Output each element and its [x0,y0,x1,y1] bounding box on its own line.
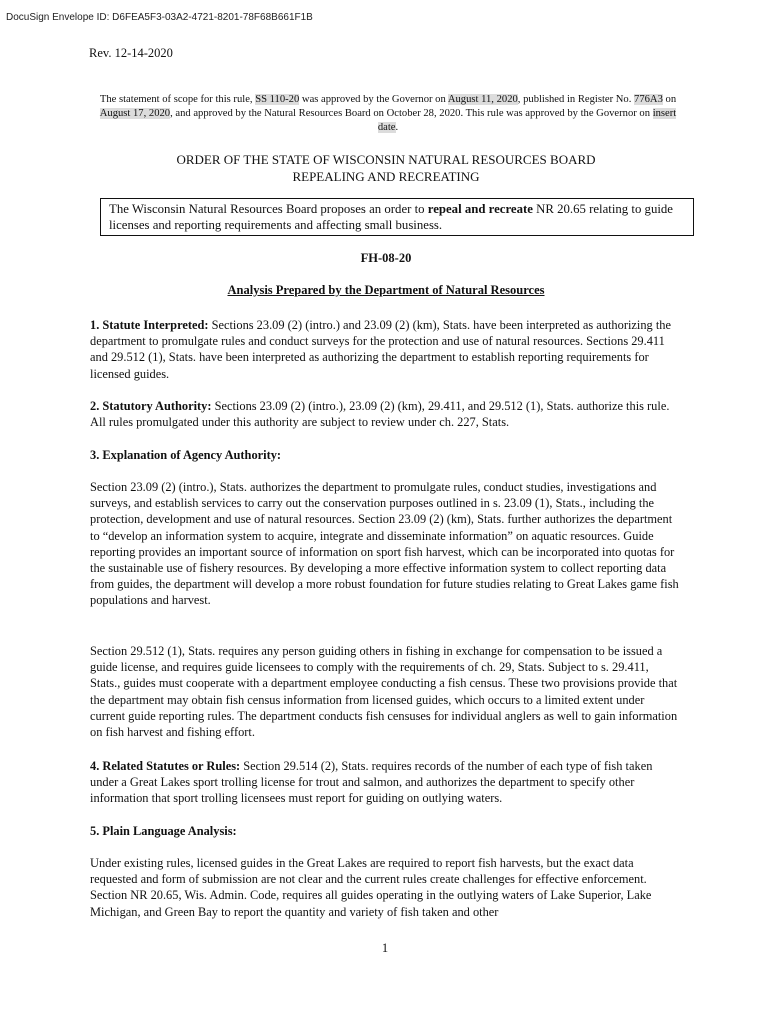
order-title-line-1: ORDER OF THE STATE OF WISCONSIN NATURAL RESOURCES BOARD [176,152,596,167]
proposal-text-bold: repeal and recreate [427,202,533,216]
docusign-envelope-id: DocuSign Envelope ID: D6FEA5F3-03A2-4721-8201-78F68B661F1B [6,12,313,23]
proposal-text-pre: The Wisconsin Natural Resources Board proposes an order to [109,202,428,216]
proposal-box [100,198,694,236]
section-plain-language-para-1: Under existing rules, licensed guides in the Great Lakes are required to report fish harvests, but the exact data requested and form of submission are not clear and the current rules create challenges for effective enforcement. Section NR 20.65, Wis. Admin. Code, requires all guides operating in the outlying waters of Lake Superior, Lake Michigan, and Green Bay to report the quantity and variety of fish taken and other [90,856,652,919]
order-title [90,151,682,185]
scope-statement [92,93,684,135]
document-id: FH-08-20 [360,251,412,265]
section-text: Sections 23.09 (2) (intro.), 23.09 (2) (km), 29.411, and 29.512 (1), Stats. authorize this rule. All rules promulgated under this authority are subject to review under ch. 227, Stats. [90,399,670,430]
section-heading: 5. Plain Language Analysis: [90,824,237,838]
page-number: 1 [381,941,389,955]
section-plain-language-heading [90,823,682,839]
section-related-statutes [90,758,682,807]
order-title-line-2: REPEALING AND RECREATING [292,169,480,184]
scope-highlight-ss: SS 110-20 [255,94,300,105]
section-heading: 1. Statute Interpreted: [90,318,209,332]
scope-highlight-published-date: August 17, 2020 [99,108,171,119]
section-agency-authority-para-2: Section 29.512 (1), Stats. requires any person guiding others in fishing in exchange for compensation to be issued a guide license, and requires guide licensees to comply with the requirements of ch. 29, Stats. Subject to s. 29.411, Stats., guides must cooperate with a department employee conducting a fish census. These two provisions provide that the department may obtain fish census information from licensed guides, which occurs to a limited extent under current guide reporting rules. The department conducts fish censuses for individual anglers as well to gain information on fish harvest and fishing effort. [90,644,678,740]
analysis-title: Analysis Prepared by the Department of Natural Resources [227,283,545,297]
scope-text-2: was approved by the Governor on [299,94,448,105]
proposal-text-post: NR 20.65 relating to guide licenses and reporting requirements and affecting small business. [109,202,673,232]
revision-date: Rev. 12-14-2020 [89,46,173,60]
scope-text-5: , and approved by the Natural Resources Board on October 28, 2020. This rule was approved by the Governor on [170,108,653,119]
scope-highlight-register: 776A3 [634,94,663,105]
section-agency-authority-para-1: Section 23.09 (2) (intro.), Stats. authorizes the department to promulgate rules, conduct studies, investigations and surveys, and establish services to carry out the conservation purposes outlined in s. 23.09 (1), Stats., including the protection, development and use of natural resources. Section 23.09 (2) (km), Stats. further authorizes the department to “develop an information system to acquire, integrate and disseminate information” on aquatic resources. Guide reporting provides an important source of information on sport fish harvest, which can be incorporated into quotas for the sustainable use of fishery resources. By developing a more effective information system to collect reporting data from guides, the department will develop a more robust foundation for future studies relating to Great Lakes game fish populations and harvest. [90,480,679,608]
section-text: Section 29.514 (2), Stats. requires records of the number of each type of fish taken under a Great Lakes sport trolling license for trout and salmon, and authorizes the department to specify other information that sport trolling licensees must report for guiding on outlying waters. [90,759,653,806]
scope-text-6: . [395,122,399,133]
scope-text-3: , published in Register No. [517,94,635,105]
section-heading: 2. Statutory Authority: [90,399,212,413]
section-agency-authority-heading [90,447,682,463]
section-heading: 4. Related Statutes or Rules: [90,759,241,773]
scope-highlight-governor-date: August 11, 2020 [447,94,518,105]
scope-text-1: The statement of scope for this rule, [99,94,256,105]
scope-highlight-insert-date: insert date [377,108,677,133]
section-text: Sections 23.09 (2) (intro.) and 23.09 (2) (km), Stats. have been interpreted as authorizing the department to promulgate rules and conduct surveys for the protection and use of natural resources. Sections 29.411 and 29.512 (1), Stats. have been interpreted as authorizing the department to establish reporting requirements for licensed guides. [90,318,671,381]
section-statute-interpreted [90,317,682,382]
section-statutory-authority [90,398,682,430]
section-heading: 3. Explanation of Agency Authority: [90,448,282,462]
scope-text-4: on [662,94,677,105]
